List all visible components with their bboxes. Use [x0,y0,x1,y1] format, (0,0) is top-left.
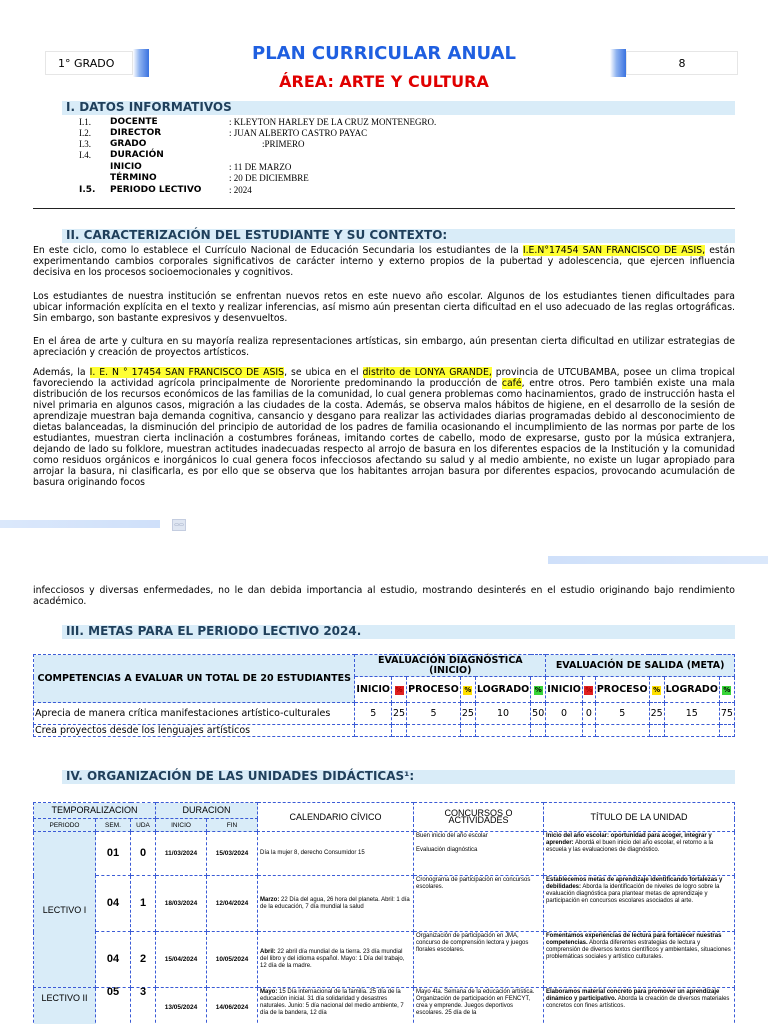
paragraph-1: En este ciclo, como lo establece el Currículo Nacional de Educación Secundaria los estudiantes de la I.E.N°17454 SAN FRANCISCO DE ASIS, están experimentando cambios corporales significativos de carácter interno y externo propios de la pubertad y adolescencia, que ejercen influencia decisiva en los procesos socioemocionales y cognitivos. [33,245,735,278]
pct-badge-red: % [395,685,403,694]
metas-sub-proceso: PROCESO [407,677,461,703]
unidades-header-concursos: CONCURSOS O ACTIVIDADES [414,803,544,832]
page-break-icon: ▭▭ [172,519,186,531]
metas-sub-inicio: INICIO [355,677,392,703]
paragraph-2: Los estudiantes de nuestra institución se enfrentan nuevos retos en este nuevo año escolar. Algunos de los estudiantes tienen dificultades para ubicar información explícita en el texto y realizar inferencias, así mismo aún presentan cierta dificultad en el uso adecuado de las reglas ortográficas. Sin embargo, son bastante expresivos y desenvueltos. [33,291,735,324]
page-break-bar-right [548,556,768,564]
highlight-district: distrito de LONYA GRANDE, [362,367,492,378]
metas-header-salida: EVALUACIÓN DE SALIDA (META) [546,655,735,677]
datos-num-4: I.4. [79,150,91,160]
paragraph-4: Además, la I. E. N ° 17454 SAN FRANCISCO DE ASIS, se ubica en el distrito de LONYA GRANDE, provincia de UTCUBAMBA, posee un clima tropical favoreciendo la actividad agrícola principalmente de Nororiente predominando la producción de café, entre otros. Pero también existe una mala distribución de los recursos económicos de las familias de la comunidad, lo cual genera problemas como hacinamientos, grado de instrucción hasta el nivel primaria en algunos casos, migración a las ciudades de la costa. Además, se observa malos hábitos de higiene, en el desarrollo de la sesión de aprendizaje muestran baja demanda cognitiva, cansancio y desgano para realizar las actividades diarias programadas debido al desconocimiento de dietas balanceadas, la disminución del principio de autoridad de los padres de familia ocasionando el incumplimiento de las normas por parte de los estudiantes, muestran cierta inclinación a costumbres foráneas, imitando cortes de cabello, modo de expresarse, gusto por la música extranjera, dejando de lado su folklore, muestran actitudes inadecuadas respecto al arrojo de basura en los diferentes espacios de la Institución y la comunidad como residuos orgánicos e inorgánicos lo cual genera focos infecciosos afectando su salud y al medio ambiente, no existe un lugar apropiado para arrojar la basura, ni clasificarla, es por ello que se observa que los habitantes arrojan basura por diferentes espacios, provocando acumulación de basura originando focos [33,367,735,488]
grade-label: 1° GRADO [58,57,115,70]
datos-label-5: INICIO [110,162,142,172]
datos-value-7: : 2024 [229,185,252,195]
pct-badge-yellow: % [464,685,472,694]
datos-num-1: I.1. [79,117,91,127]
datos-num-3: I.3. [79,139,91,149]
metas-row-1: Aprecia de manera crítica manifestaciones artístico-culturales 5 25 5 25 10 50 0 0 5 25 15 75 [34,703,735,725]
unidades-header-temporalizacion: TEMPORALIZACION [34,803,156,819]
page-number: 8 [678,57,686,70]
datos-value-3: :PRIMERO [262,139,305,149]
unidades-header-inicio: INICIO [156,819,207,832]
metas-sub-inicio-salida: INICIO [546,677,583,703]
highlight-school-1: I.E.N°17454 SAN FRANCISCO DE ASIS, [522,245,706,256]
unidades-header-sem: SEM. [96,819,131,832]
divider [33,208,735,209]
pct-badge-green-salida: % [723,685,731,694]
pct-badge-yellow-salida: % [653,685,661,694]
metas-table [33,654,735,737]
metas-sub-logrado: LOGRADO [475,677,530,703]
section2-title: II. CARACTERIZACIÓN DEL ESTUDIANTE Y SU CONTEXTO: [66,228,448,242]
period-lectivo-1: LECTIVO I [34,832,96,988]
metas-sub-logrado-salida: LOGRADO [664,677,719,703]
datos-label-6: TÉRMINO [110,173,157,183]
pct-badge-red-salida: % [585,685,593,694]
metas-header-competencias: COMPETENCIAS A EVALUAR UN TOTAL DE 20 ESTUDIANTES [34,655,355,703]
paragraph-3: En el área de arte y cultura en su mayoría realiza representaciones artísticas, sin embargo, aún presentan cierta dificultad en utilizar estrategias de apreciación y creación de proyectos artísticos. [33,336,735,358]
metas-header-diagnostica: EVALUACIÓN DIAGNÓSTICA (INICIO) [355,655,546,677]
unidades-header-uda: UDA [131,819,156,832]
datos-value-1: : KLEYTON HARLEY DE LA CRUZ MONTENEGRO. [229,117,437,127]
datos-value-2: : JUAN ALBERTO CASTRO PAYAC [229,128,368,138]
section3-title: III. METAS PARA EL PERIODO LECTIVO 2024. [66,624,362,638]
unidades-row-3: 04 2 15/04/2024 10/05/2024 Abril: 22 abril día mundial de la tierra. 23 día mundial del libro y del idioma español. Mayo: 1 Día del trabajo, 12 día de la madre. Organización de participación en JMA, concurso de comprensión lectora y juegos florales escolares. Fomentamos experiencias de lectura para fortalecer nuestras competencias. Aborda diferentes estrategias de lectura y comprensión de diversos textos científicos y ambientales, situaciones problemáticas sociales y artístico culturales. [34,932,735,988]
period-lectivo-2: LECTIVO II [34,988,96,1024]
datos-label-1: DOCENTE [110,117,158,127]
page-number-box [626,51,738,75]
pct-badge-green: % [534,685,542,694]
datos-num-2: I.2. [79,128,91,138]
unidades-row-1: LECTIVO I 01 0 11/03/2024 15/03/2024 Día la mujer 8, derecho Consumidor 15 Buen inicio del año escolar Evaluación diagnóstica Inicio del año escolar: oportunidad para acoger, integrar y aprender: Abordá el buen inicio del año escolar, el retorno a la escuela y las evaluaciones de diagnóstico. [34,832,735,876]
unidades-header-duracion: DURACION [156,803,258,819]
unidades-row-2: 04 1 18/03/2024 12/04/2024 Marzo: 22 Día del agua, 26 hora del planeta. Abril: 1 día de la educación, 7 día mundial la salud Cronograma de participación en concursos escolares. Establecemos metas de aprendizaje identificando fortalezas y debilidades: Aborda la identificación de niveles de logro sobre la evaluación diagnóstica para plantear metas de aprendizaje y participación en concursos escolares asociados al arte. [34,876,735,932]
datos-label-7: PERIODO LECTIVO [110,185,202,195]
metas-row-2: Crea proyectos desde los lenguajes artísticos [34,725,735,737]
datos-value-5: : 11 DE MARZO [229,162,292,172]
highlight-cafe: café [501,378,522,389]
section4-title: IV. ORGANIZACIÓN DE LAS UNIDADES DIDÁCTICAS¹: [66,769,415,783]
page-subtitle: ÁREA: ARTE Y CULTURA [279,72,489,91]
page-title: PLAN CURRICULAR ANUAL [252,43,516,64]
datos-label-3: GRADO [110,139,147,149]
unidades-table [33,802,735,1024]
datos-label-2: DIRECTOR [110,128,162,138]
header-bar-right [610,49,626,77]
unidades-header-periodo: PERIODO [34,819,96,832]
datos-label-4: DURACIÓN [110,150,164,160]
page-break-bar-left [0,520,160,528]
metas-sub-proceso-salida: PROCESO [595,677,649,703]
section1-title: I. DATOS INFORMATIVOS [66,100,232,114]
unidades-header-calendario: CALENDARIO CÍVICO [258,803,414,832]
unidades-header-titulo: TÍTULO DE LA UNIDAD [544,803,735,832]
datos-value-6: : 20 DE DICIEMBRE [229,173,309,183]
unidades-row-4: LECTIVO II 05 3 13/05/2024 14/06/2024 Mayo: 15 Día internacional de la familia. 25 día de la educación inicial. 31 día solidaridad y desastres naturales. Junio: 5 día nacional del medio ambiente, 7 día de la bandera, 12 día Mayo 4ta. Semana de la educación artística. Organización de participación en FENCYT, crea y emprende. Juegos deportivos escolares. 25 día de la Elaboramos material concreto para promover un aprendizaje dinámico y participativo. Aborda la creación de diversos materiales concretos con fines artísticos. [34,988,735,1024]
datos-num-7: I.5. [79,185,96,195]
unidades-header-fin: FIN [207,819,258,832]
paragraph-5: infecciosos y diversas enfermedades, no le dan debida importancia al estudio, mostrando desinterés en el estudio originando bajo rendimiento académico. [33,585,735,607]
highlight-school-2: I. E. N ° 17454 SAN FRANCISCO DE ASIS [89,367,285,378]
